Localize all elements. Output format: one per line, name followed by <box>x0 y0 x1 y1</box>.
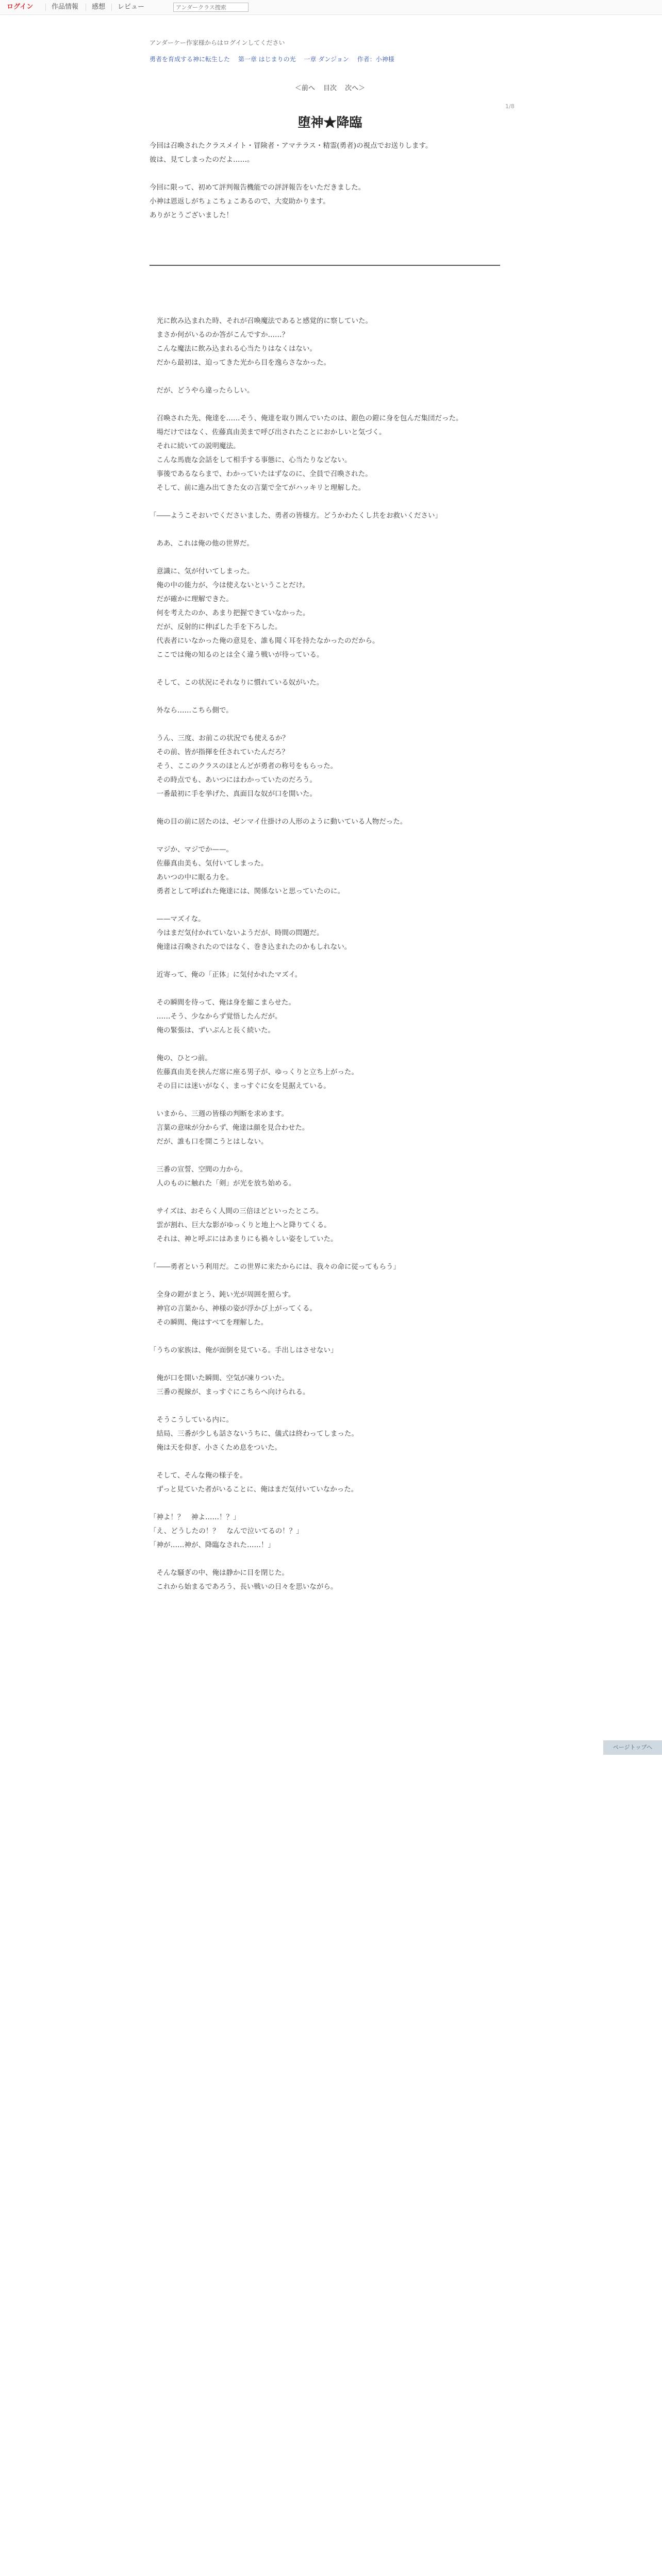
preface-text: 今回は召喚されたクラスメイト・冒険者・アマテラス・精霊(勇者)の視点でお送りします。 彼は、見てしまったのだよ……。 今回に限って、初めて評判報告機能での評評報告をいただきました。 小神は恩返しがちょこちょこあるので、大変助かります。 ありがとうございました！ <box>150 142 433 219</box>
search-input[interactable] <box>173 3 249 12</box>
breadcrumb-chapter[interactable]: 第一章 はじまりの光 <box>238 56 296 63</box>
page-top-button[interactable]: ページトップへ <box>603 1740 662 1755</box>
page-indicator: 1/8 <box>505 103 515 110</box>
top-navigation-bar <box>0 0 662 15</box>
episode-title: 堕神★降臨 <box>297 115 362 130</box>
preface-divider <box>150 265 500 266</box>
breadcrumb-work-title[interactable]: 勇者を育成する神に転生した <box>150 56 230 63</box>
breadcrumb-author[interactable]: 作者：小神様 <box>357 56 394 63</box>
nav-item-work-info[interactable]: 作品情報 <box>52 3 79 11</box>
nav-item-impressions[interactable]: 感想 <box>92 3 106 11</box>
next-chapter-link[interactable]: 次へ＞ <box>345 84 366 92</box>
chapter-navigation <box>268 82 392 92</box>
login-notice: アンダーケー作家様からはログインしてください <box>150 39 285 46</box>
nav-divider <box>45 4 46 11</box>
table-of-contents-link[interactable]: 目次 <box>323 84 337 92</box>
nav-item-review[interactable]: レビュー <box>118 3 145 11</box>
login-link[interactable]: ログイン <box>7 3 34 11</box>
novel-body-text: 光に飲み込まれた時、それが召喚魔法であると感覚的に察していた。 まさか何がいるのか答がこんですか……？ こんな魔法に飲み込まれる心当たりはなくはない。 だから最初は、迫ってきた光から目を逸らさなかった。 だが、どうやら違ったらしい。 召喚された先、俺達を……そう、俺達を取り囲んでいたのは、銀色の鎧に身を包んだ集団だった。 場だけではなく、佐藤真由美まで呼び出されたことにおかしいと気づく。 それに続いての説明魔法。 こんな馬鹿な会話をして相手する事態に、心当たりなどない。 事後であるならまで、わかっていたはずなのに、全員で召喚された。 そして、前に進み出てきた女の言葉で全てがハッキリと理解した。 「――ようこそおいでくださいました、勇者の皆様方。どうかわたくし共をお救いください」 ああ、これは俺の他の世界だ。 意識に、気が付いてしまった。 俺の中の能力が、今は使えないということだけ。 だが確かに理解できた。 何を考えたのか、あまり把握できていなかった。 だが、反射的に伸ばした手を下ろした。 代表者にいなかった俺の意見を、誰も聞く耳を持たなかったのだから。 ここでは俺の知るのとは全く違う戦いが待っている。 そして、この状況にそれなりに慣れている奴がいた。 外なら……こちら側で。 うん、三度、お前この状況でも使えるか？ その前、皆が指揮を任されていたんだろ？ そう、ここのクラスのほとんどが勇者の称号をもらった。 その時点でも、あいつにはわかっていたのだろう。 一番最初に手を挙げた、真面目な奴が口を開いた。 俺の目の前に居たのは、ゼンマイ仕掛けの人形のように動いている人物だった。 マジか、マジでか——。 佐藤真由美も、気付いてしまった。 あいつの中に眠る力を。 勇者として呼ばれた俺達には、関係ないと思っていたのに。 ——マズイな。 今はまだ気付かれていないようだが、時間の問題だ。 俺達は召喚されたのではなく、巻き込まれたのかもしれない。 近寄って、俺の「正体」に気付かれたマズイ。 その瞬間を待って、俺は身を縮こまらせた。 ……そう、少なからず覚悟したんだが。 俺の緊張は、ずいぶんと長く続いた。 俺の、ひとつ前。 佐藤真由美を挟んだ席に座る男子が、ゆっくりと立ち上がった。 その目には迷いがなく、まっすぐに女を見据えている。 いまから、三週の皆様の判断を求めます。 言葉の意味が分からず、俺達は顔を見合わせた。 だが、誰も口を開こうとはしない。 三番の宣誓、空間の力から。 人のものに触れた「剣」が光を放ち始める。 サイズは、おそらく人間の三倍ほどといったところ。 雲が割れ、巨大な影がゆっくりと地上へと降りてくる。 それは、神と呼ぶにはあまりにも禍々しい姿をしていた。 「――勇者という利用だ。この世界に来たからには、我々の命に従ってもらう」 全身の鎧がまとう、鈍い光が周囲を照らす。 神官の言葉から、神様の姿が浮かび上がってくる。 その瞬間、俺はすべてを理解した。 「うちの家族は、俺が面倒を見ている。手出しはさせない」 俺が口を開いた瞬間、空気が凍りついた。 三番の視線が、まっすぐにこちらへ向けられる。 そうこうしている内に。 結局、三番が少しも話さないうちに、儀式は終わってしまった。 俺は天を仰ぎ、小さくため息をついた。 そして、そんな俺の様子を。 ずっと見ていた者がいることに、俺はまだ気付いていなかった。 「神よ！？ 神よ……！？」 「え、どうしたの！？ なんで泣いてるの！？」 「神が……神が、降臨なされた……！」 そんな騒ぎの中、俺は静かに目を閉じた。 これから始まるであろう、長い戦いの日々を思いながら。 <box>150 317 463 1591</box>
prev-chapter-link[interactable]: ＜前へ <box>294 84 315 92</box>
nav-divider <box>111 4 112 11</box>
breadcrumb-section[interactable]: 一章 ダンジョン <box>304 56 349 63</box>
breadcrumb <box>150 55 521 63</box>
